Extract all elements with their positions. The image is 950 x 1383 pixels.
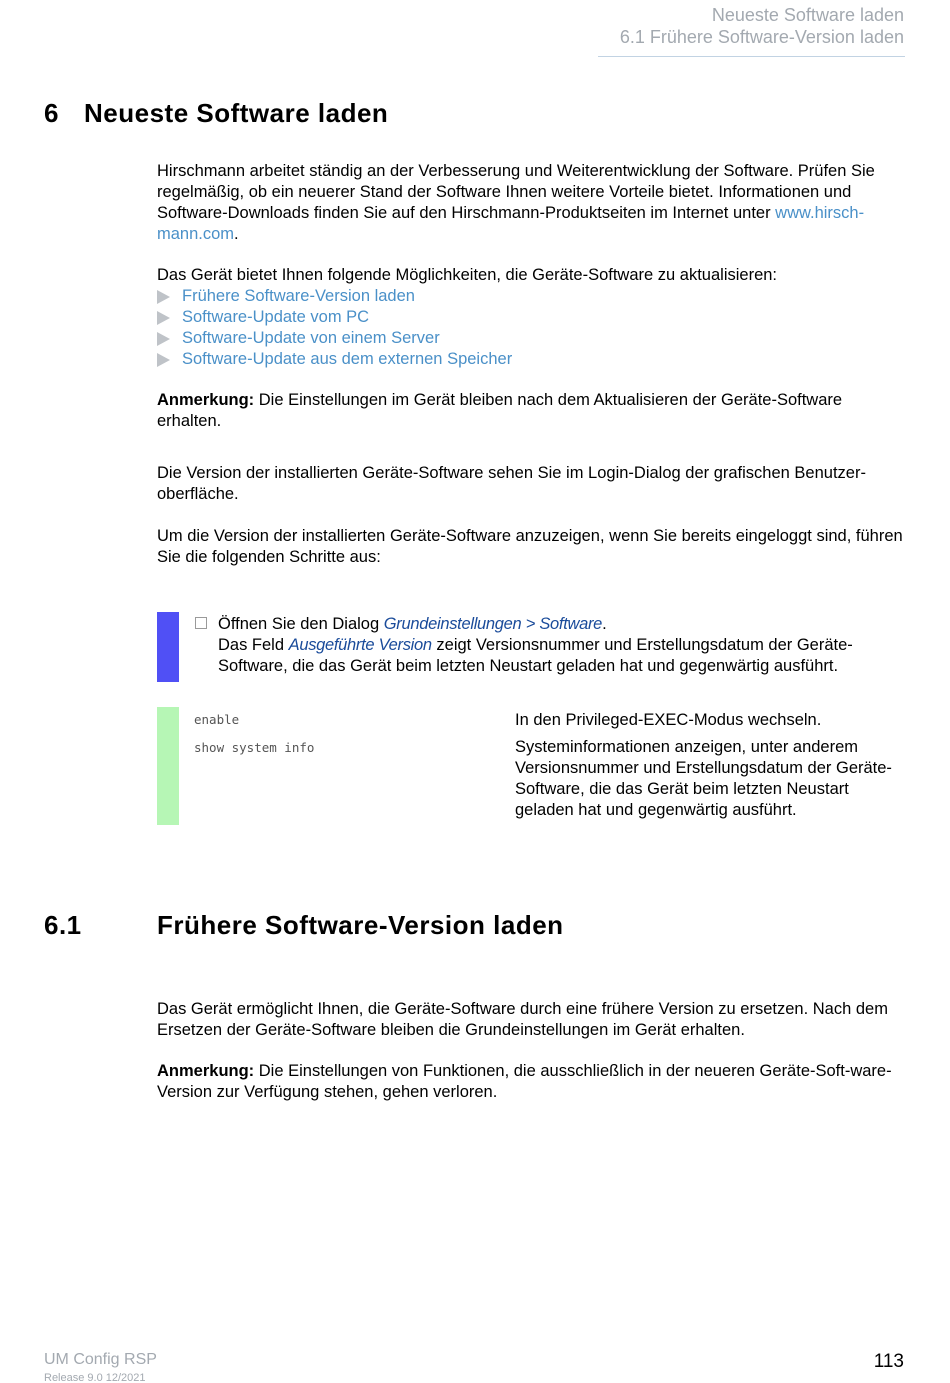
list-item[interactable] [157,307,512,328]
section-paragraph: Das Gerät ermöglicht Ihnen, die Geräte-Software durch eine frühere Version zu ersetzen. Nach dem Ersetzen der Geräte-Software bleiben die Grundeinstellungen im Gerät erhalten. [157,1000,888,1039]
chapter-heading [44,98,388,129]
note-label: Anmerkung: [157,1062,255,1080]
hirschmann-link[interactable]: www.hirsch-mann.com [157,204,865,243]
field-text-pre: Das Feld [218,636,289,654]
steps-paragraph: Um die Version der installierten Geräte-Software anzuzeigen, wenn Sie bereits eingeloggt sind, führen Sie die folgenden Schritte aus: [157,527,903,566]
option-link[interactable]: Software-Update von einem Server [182,329,440,347]
intro-end: . [234,225,239,243]
note-label: Anmerkung: [157,391,255,409]
triangle-bullet-icon [157,290,170,304]
note-paragraph [157,390,907,432]
option-link[interactable]: Software-Update vom PC [182,308,370,326]
cli-command: enable [194,712,240,727]
cli-command: show system info [194,740,315,755]
triangle-bullet-icon [157,311,170,325]
chapter-number: 6 [44,98,59,128]
section-title: Frühere Software-Version laden [157,910,564,940]
list-item[interactable] [157,286,512,307]
step-text-post: . [602,615,607,633]
list-item[interactable] [157,349,512,370]
section-number: 6.1 [44,910,82,940]
header-rule [598,56,905,57]
gui-step-marker [157,612,179,682]
footer-title: UM Config RSP [44,1351,157,1368]
update-options-list [157,286,512,370]
options-lead: Das Gerät bietet Ihnen folgende Möglichkeiten, die Geräte-Software zu aktualisieren: [157,266,778,284]
chapter-title: Neueste Software laden [84,98,389,128]
page-number: 113 [873,1351,904,1372]
cli-description: In den Privileged-EXEC-Modus wechseln. [515,711,822,729]
version-paragraph: Die Version der installierten Geräte-Software sehen Sie im Login-Dialog der grafischen Benutzer-oberfläche. [157,464,866,503]
note-text: Die Einstellungen im Gerät bleiben nach dem Aktualisieren der Geräte-Software erhalten. [157,391,843,430]
triangle-bullet-icon [157,353,170,367]
step-checkbox-icon [195,617,207,629]
intro-paragraph [157,161,907,245]
footer-release: Release 9.0 12/2021 [44,1372,146,1383]
note-text: Die Einstellungen von Funktionen, die ausschließlich in der neueren Geräte-Soft-ware-Version zur Verfügung stehen, gehen verloren. [157,1062,892,1101]
field-text-post: zeigt Versionsnummer und Erstellungsdatum der Geräte-Software, die das Gerät beim letzten Neustart geladen hat und gegenwärtig ausführt. [218,636,853,675]
cli-description: Systeminformationen anzeigen, unter anderem Versionsnummer und Erstellungsdatum der Geräte-Software, die das Gerät beim letzten Neustart geladen hat und gegenwärtig ausführt. [515,738,892,819]
note-paragraph [157,1061,907,1103]
running-header [620,4,904,48]
running-header-section: 6.1 Frühere Software-Version laden [619,27,904,47]
field-name: Ausgeführte Version [288,636,432,654]
intro-text: Hirschmann arbeitet ständig an der Verbesserung und Weiterentwicklung der Software. Prüfen Sie regelmäßig, ob ein neuerer Stand der Software Ihnen weitere Vorteile bietet. Informationen und Software-Downloads finden Sie auf den Hirschmann-Produktseiten im Internet unter [157,162,875,222]
list-item[interactable] [157,328,512,349]
option-link[interactable]: Software-Update aus dem externen Speicher [182,350,513,368]
section-heading [44,910,564,941]
dialog-path: Grundeinstellungen > Software [383,615,603,633]
cli-step-marker [157,707,179,825]
triangle-bullet-icon [157,332,170,346]
step-text-pre: Öffnen Sie den Dialog [218,615,384,633]
gui-step [218,614,908,677]
running-header-chapter: Neueste Software laden [711,5,904,25]
option-link[interactable]: Frühere Software-Version laden [182,287,415,305]
